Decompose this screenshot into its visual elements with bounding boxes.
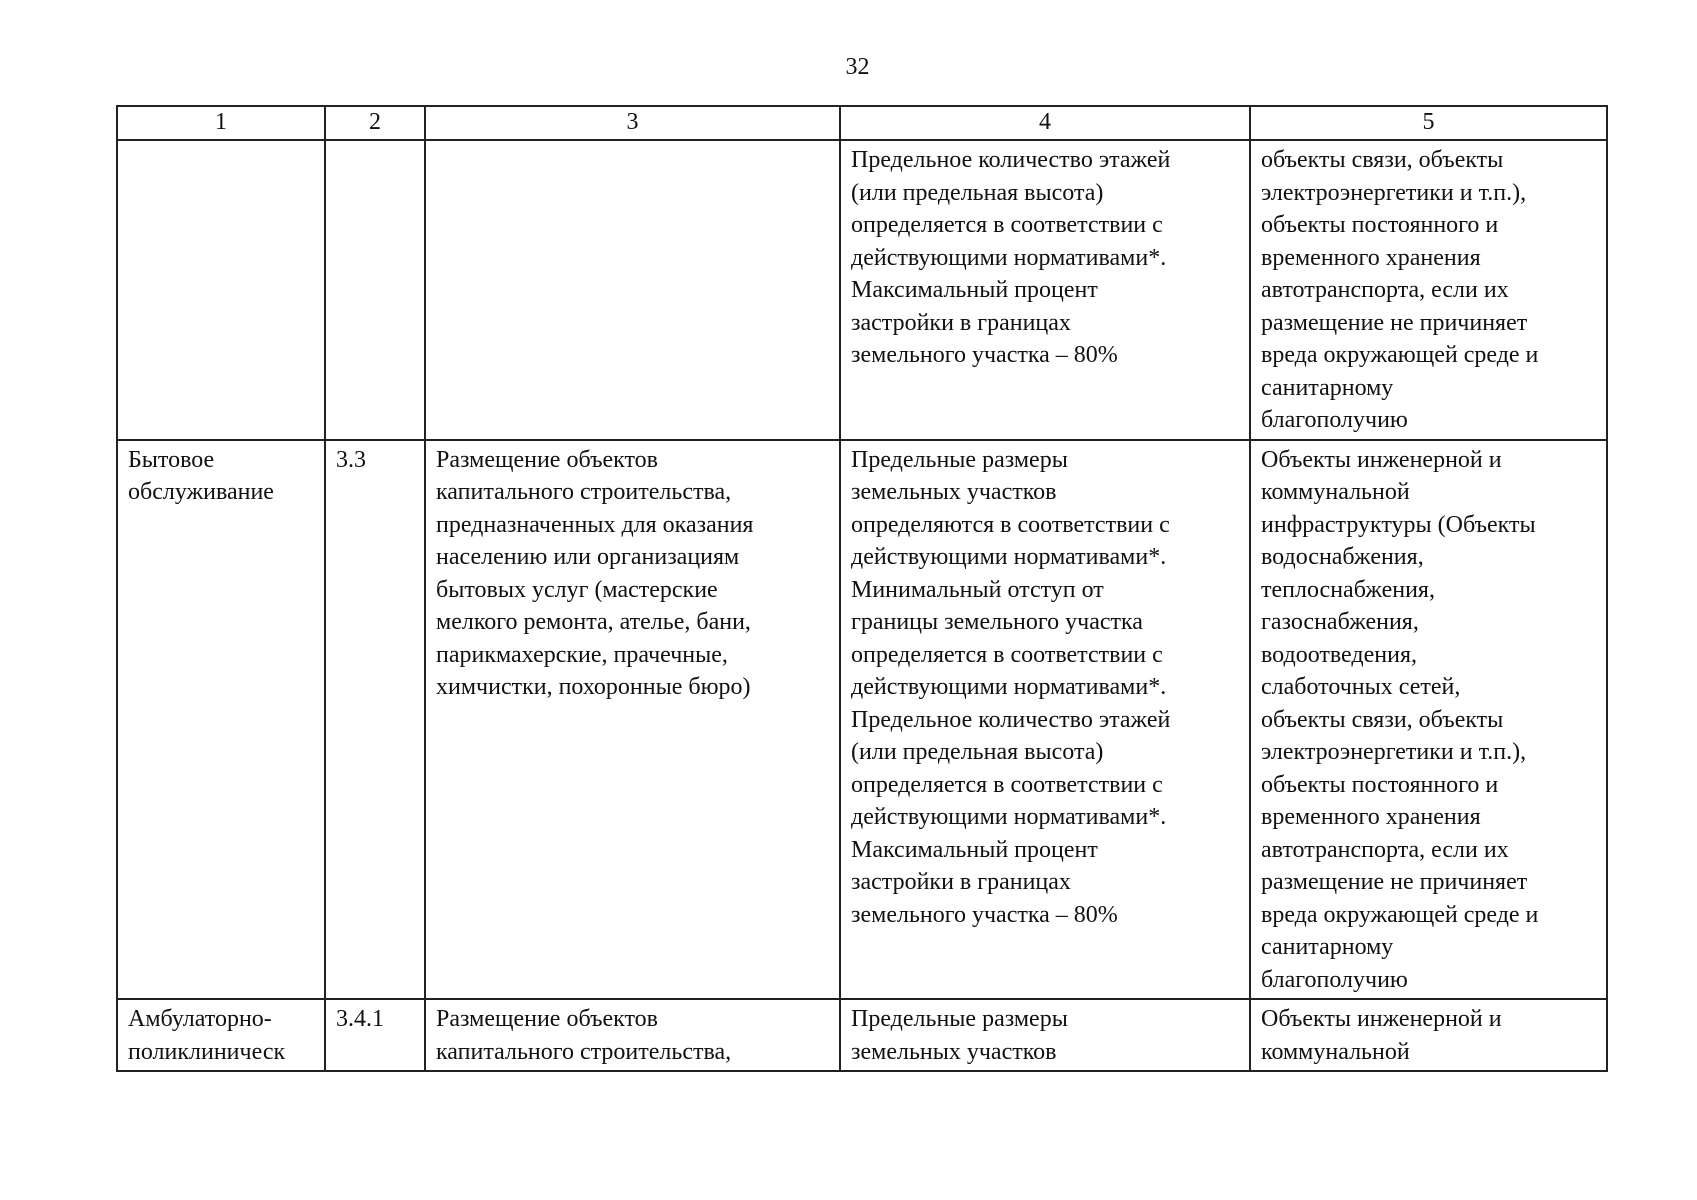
use-code-cell: 3.4.1 xyxy=(325,999,425,1071)
column-header: 3 xyxy=(425,106,840,140)
parameters-cell: Предельные размеры земельных участков xyxy=(840,999,1250,1071)
table-row xyxy=(117,999,1607,1071)
auxiliary-uses-cell: Объекты инженерной и коммунальной xyxy=(1250,999,1607,1071)
column-header: 1 xyxy=(117,106,325,140)
use-name-cell: Амбулаторно- поликлиническ xyxy=(117,999,325,1071)
table-header-row xyxy=(117,106,1607,140)
use-code-cell: 3.3 xyxy=(325,440,425,1000)
auxiliary-uses-cell: объекты связи, объекты электроэнергетики и т.п.), объекты постоянного и временного хранения автотранспорта, если их размещение не причиняет вреда окружающей среде и санитарному благополучию xyxy=(1250,140,1607,440)
column-header: 4 xyxy=(840,106,1250,140)
land-use-table xyxy=(116,105,1608,1072)
auxiliary-uses-cell: Объекты инженерной и коммунальной инфраструктуры (Объекты водоснабжения, теплоснабжения, газоснабжения, водоотведения, слаботочных сетей, объекты связи, объекты электроэнергетики и т.п.), объекты постоянного и временного хранения автотранспорта, если их размещение не причиняет вреда окружающей среде и санитарному благополучию xyxy=(1250,440,1607,1000)
use-name-cell xyxy=(117,140,325,440)
column-header: 5 xyxy=(1250,106,1607,140)
use-name-cell: Бытовое обслуживание xyxy=(117,440,325,1000)
parameters-cell: Предельное количество этажей (или предельная высота) определяется в соответствии с действующими нормативами*. Максимальный процент застройки в границах земельного участка – 80% xyxy=(840,140,1250,440)
table-row xyxy=(117,140,1607,440)
parameters-cell: Предельные размеры земельных участков определяются в соответствии с действующими нормативами*. Минимальный отступ от границы земельного участка определяется в соответствии с действующими нормативами*. Предельное количество этажей (или предельная высота) определяется в соответствии с действующими нормативами*. Максимальный процент застройки в границах земельного участка – 80% xyxy=(840,440,1250,1000)
use-code-cell xyxy=(325,140,425,440)
use-description-cell xyxy=(425,140,840,440)
column-header: 2 xyxy=(325,106,425,140)
use-description-cell: Размещение объектов капитального строительства, xyxy=(425,999,840,1071)
table-row xyxy=(117,440,1607,1000)
use-description-cell: Размещение объектов капитального строительства, предназначенных для оказания населению или организациям бытовых услуг (мастерские мелкого ремонта, ателье, бани, парикмахерские, прачечные, химчистки, похоронные бюро) xyxy=(425,440,840,1000)
page-number: 32 xyxy=(845,54,870,80)
